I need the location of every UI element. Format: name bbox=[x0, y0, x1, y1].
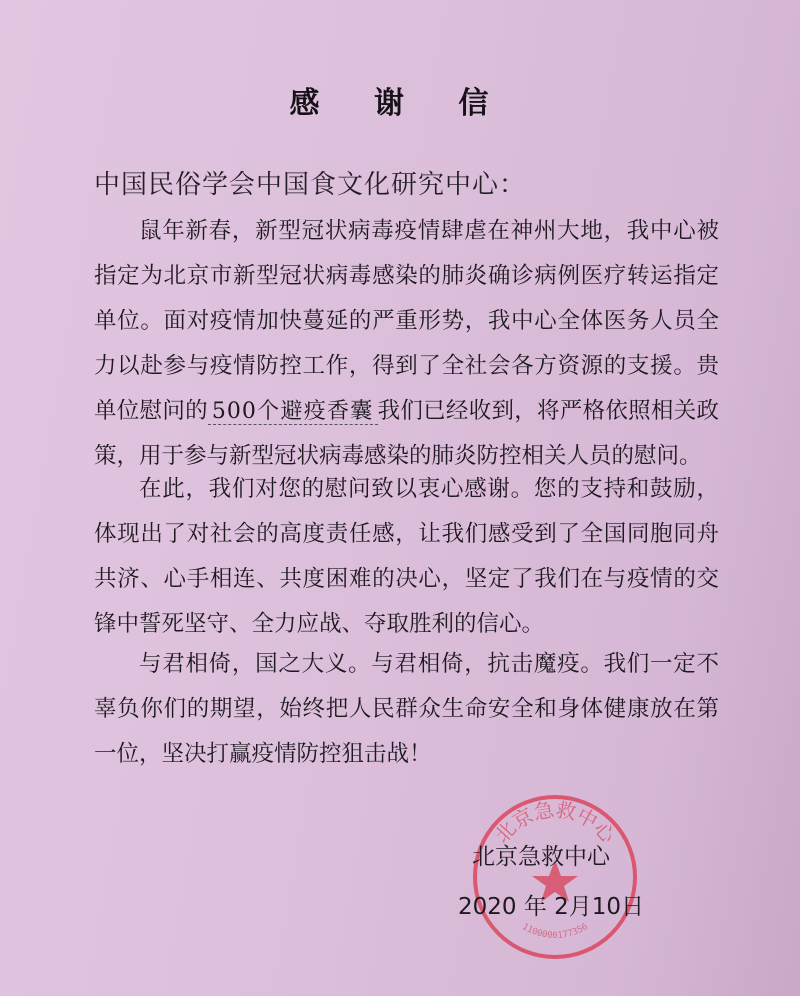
handwritten-item: 500个避疫香囊 bbox=[208, 399, 378, 425]
svg-text:1100000177356 bbox=[520, 922, 590, 941]
stamp-text: 北京急救中心 bbox=[489, 797, 621, 848]
paragraph-1-text-cont: 我们已经收到，将严格依照相关政策，用于参与新型冠状病毒感染的肺炎防控相关人员的慰问。 bbox=[94, 398, 719, 469]
letter-title: 感 谢 信 bbox=[289, 86, 511, 121]
official-seal-stamp bbox=[470, 792, 640, 962]
paragraph-3: 与君相倚，国之大义。与君相倚，抗击魔疫。我们一定不辜负你们的期望，始终把人民群众生命安全和身体健康放在第一位，坚决打赢疫情防控狙击战！ bbox=[94, 651, 719, 767]
paragraph-1 bbox=[94, 209, 719, 479]
salutation: 中国民俗学会中国食文化研究中心： bbox=[94, 170, 527, 200]
letter-date: 2020 年 2月10日 bbox=[458, 894, 645, 920]
stamp-number: 1100000177356 bbox=[520, 922, 590, 942]
signer-name: 北京急救中心 bbox=[472, 844, 610, 870]
paragraph-2: 在此，我们对您的慰问致以衷心感谢。您的支持和鼓励，体现出了对社会的高度责任感，让我们感受到了全国同胞同舟共济、心手相连、共度困难的决心，坚定了我们在与疫情的交锋中誓死坚守、全力应战、夺取胜利的信心。 bbox=[94, 476, 719, 637]
paragraph-1-text: 鼠年新春，新型冠状病毒疫情肆虐在神州大地，我中心被指定为北京市新型冠状病毒感染的肺炎确诊病例医疗转运指定单位。面对疫情加快蔓延的严重形势，我中心全体医务人员全力以赴参与疫情防控工作，得到了全社会各方资源的支援。贵单位慰问的 bbox=[94, 218, 719, 424]
